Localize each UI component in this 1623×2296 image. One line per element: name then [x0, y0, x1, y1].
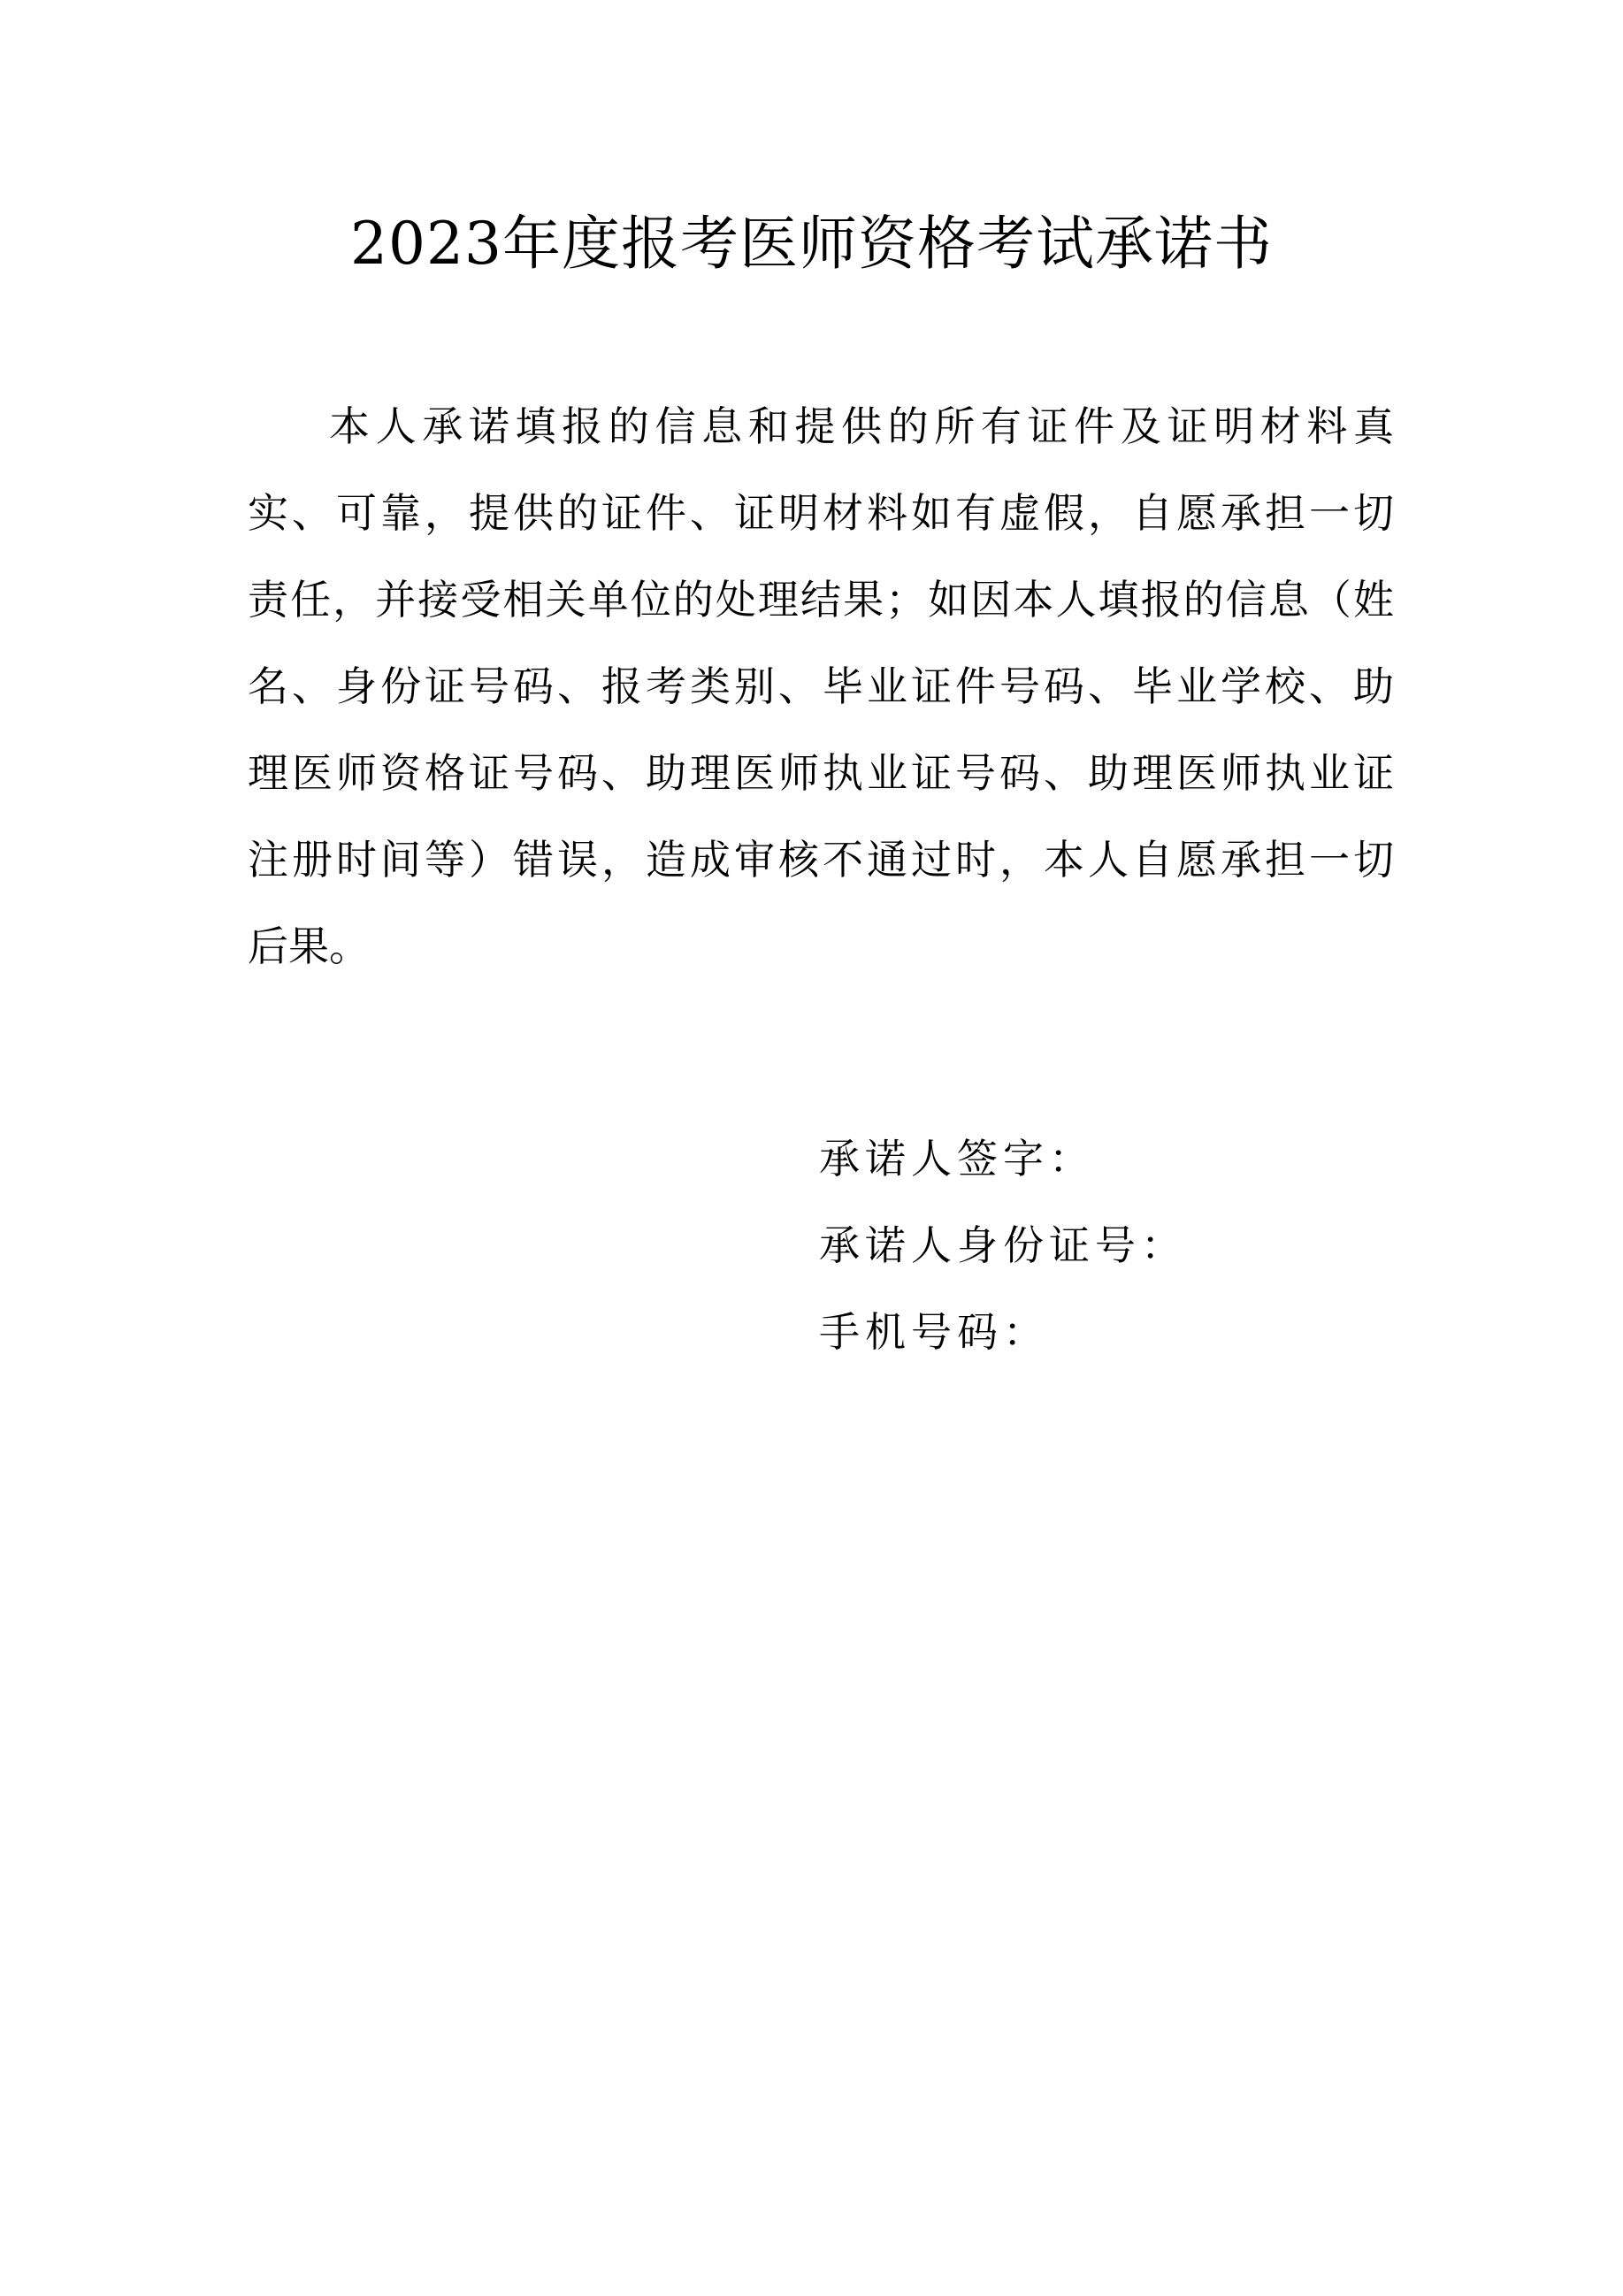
paragraph-line: 本人承诺填报的信息和提供的所有证件及证明材料真 [329, 402, 1394, 450]
signature-block [819, 1115, 1527, 1375]
document-title: 2023年度报考医师资格考试承诺书 [350, 210, 1273, 278]
paragraph-line: 名、身份证号码、报考类别、毕业证件号码、毕业学校、助 [248, 662, 1394, 710]
commitment-paragraph [248, 383, 1394, 990]
paragraph-line: 注册时间等）错误，造成审核不通过时，本人自愿承担一切 [248, 836, 1394, 884]
paragraph-line: 责任，并接受相关单位的处理结果；如因本人填报的信息（姓 [248, 576, 1394, 624]
paragraph-line: 理医师资格证号码、助理医师执业证号码、助理医师执业证 [248, 749, 1394, 797]
signer-signature-label: 承诺人签字： [819, 1135, 1095, 1182]
phone-number-label: 手机号码： [819, 1308, 1049, 1356]
paragraph-line: 后果。 [248, 922, 370, 970]
paragraph-line: 实、可靠，提供的证件、证明材料如有虚假，自愿承担一切 [248, 489, 1394, 537]
signer-id-number-label: 承诺人身份证号： [819, 1221, 1187, 1269]
